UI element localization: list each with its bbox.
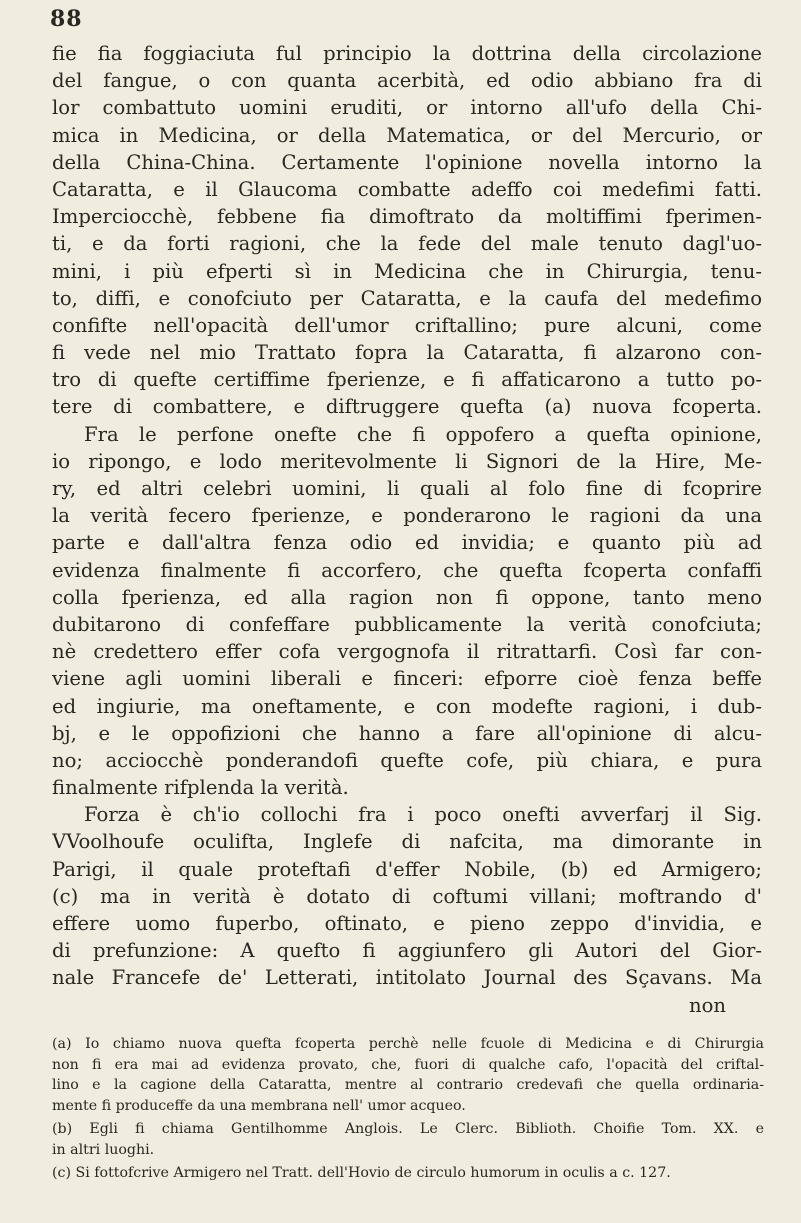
text-line: fie fia foggiaciuta ful principio la dottrina della circolazione [52,42,762,65]
text-line: fi vede nel mio Trattato fopra la Cataratta, fi alzarono con- [52,341,762,365]
text-line: nale Francefe de' Letterati, intitolato Journal des Sçavans. Ma [52,966,762,990]
text-line: evidenza finalmente fi accorfero, che quefta fcoperta confaffi [52,558,762,582]
footnote-a-line: lino e la cagione della Cataratta, mentre al contrario credevafi che quella ordinaria- [52,1077,764,1093]
text-line: no; acciocchè ponderandofi quefte cofe, più chiara, e pura [52,748,762,772]
text-line: di prefunzione: A quefto fi aggiunfero gli Autori del Gior- [52,939,762,963]
footnote-b-line: (b) Egli fi chiama Gentilhomme Anglois. Le Clerc. Biblioth. Choifie Tom. XX. e [52,1121,764,1137]
text-line: del fangue, o con quanta acerbità, ed odio abbiano fra di [52,69,762,93]
text-line: colla fperienza, ed alla ragion non fi oppone, tanto meno [52,585,762,609]
text-line: lor combattuto uomini eruditi, or intorno all'ufo della Chi- [52,96,762,120]
footnotes [52,1034,764,1184]
text-line: Parigi, il quale proteftafi d'effer Nobile, (b) ed Armigero; [52,857,762,881]
text-line: la verità fecero fperienze, e ponderarono le ragioni da una [52,504,762,528]
text-line: io ripongo, e lodo meritevolmente li Signori de la Hire, Me- [52,449,762,473]
text-line: ed ingiurie, ma oneftamente, e con modefte ragioni, i dub- [52,694,762,718]
paragraph-end-line: finalmente rifplenda la verità. [52,776,349,800]
catchword: non [688,993,726,1017]
footnote-a-line: non fi era mai ad evidenza provato, che, fuori di qualche cafo, l'opacità del criftal- [52,1056,764,1073]
footnote-a-line: (a) Io chiamo nuova quefta fcoperta perchè nelle fcuole di Medicina e di Chirurgia [52,1036,764,1052]
text-line: viene agli uomini liberali e finceri: efporre cioè fenza beffe [52,667,762,691]
footnote-a-line: mente fi produceffe da una membrana nell' umor acqueo. [52,1097,466,1114]
footnote-c-line: (c) Si fottofcrive Armigero nel Tratt. dell'Hovio de circulo humorum in oculis a c. 127. [52,1165,671,1181]
text-line: effere uomo fuperbo, oftinato, e pieno zeppo d'invidia, e [52,912,762,935]
text-line: Cataratta, e il Glaucoma combatte adeffo coi medefimi fatti. [52,177,762,201]
paragraph-start-line: Fra le perfone onefte che fi oppofero a quefta opinione, [84,422,762,446]
text-line: mica in Medicina, or della Matematica, or del Mercurio, or [52,123,762,147]
text-line: VVoolhoufe oculifta, Inglefe di nafcita, ma dimorante in [52,830,762,854]
text-line: tere di combattere, e diftruggere quefta (a) nuova fcoperta. [52,395,762,419]
text-line: tro di quefte certiffime fperienze, e fi affaticarono a tutto po- [52,368,762,392]
main-text [52,40,762,1019]
page-number: 88 [50,6,83,32]
paragraph-start-line: Forza è ch'io collochi fra i poco onefti avverfarj il Sig. [84,803,762,827]
footnote-b-line: in altri luoghi. [52,1141,155,1158]
text-line: ry, ed altri celebri uomini, li quali al folo fine di fcoprire [52,477,762,500]
text-line: bj, e le oppofizioni che hanno a fare all'opinione di alcu- [52,721,762,745]
text-line: mini, i più efperti sì in Medicina che in Chirurgia, tenu- [52,259,762,283]
text-line: della China-China. Certamente l'opinione novella intorno la [52,150,762,174]
text-line: dubitarono di confeffare pubblicamente la verità conofciuta; [52,612,762,636]
text-line: confifte nell'opacità dell'umor criftallino; pure alcuni, come [52,313,762,337]
text-line: to, diffi, e conofciuto per Cataratta, e la caufa del medefimo [52,286,762,310]
text-line: ti, e da forti ragioni, che la fede del male tenuto dagl'uo- [52,232,762,256]
text-line: nè credettero effer cofa vergognofa il ritrattarfi. Così far con- [52,640,762,664]
text-line: Imperciocchè, febbene fia dimoftrato da moltiffimi fperimen- [52,205,762,229]
text-line: (c) ma in verità è dotato di coftumi villani; moftrando d' [52,884,762,908]
text-line: parte e dall'altra fenza odio ed invidia; e quanto più ad [52,531,762,555]
